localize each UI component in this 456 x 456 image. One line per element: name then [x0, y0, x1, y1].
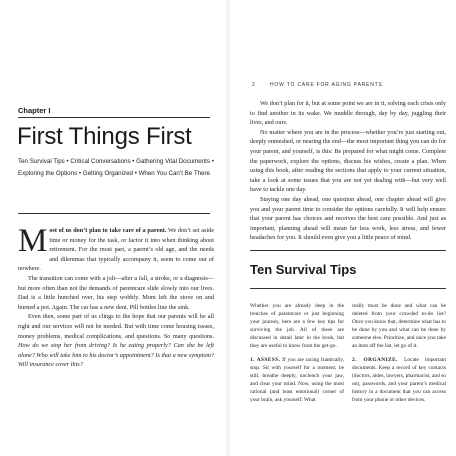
tip-1-lead: 1. ASSESS. — [250, 356, 281, 363]
opening-lead: ost of us don’t plan to take care of a parent. — [49, 227, 167, 234]
right-body-text — [250, 99, 446, 243]
right-page — [230, 0, 456, 456]
body-paragraph-3-questions: How do we stop her from driving? Is he eating properly? Can she be left alone? Who will take him to his doctor’s appointment? Is that a new symptom? Will insurance cover this? — [18, 342, 214, 369]
right-paragraph-3: Staying one day ahead, one question ahead, one chapter ahead will give you and your parent time to consider the options carefully. It will help ensure that your parent has choices and receives the best care possible. And just as important, planning ahead will mean far less work, less stress, and fewer headaches for you. It should even give you a little peace of mind. — [250, 195, 446, 242]
body-paragraph-2: The transition can come with a jolt—after a fall, a stroke, or a diagnosis—but more often than not the demands of parentcare slide slowly into our lives. Dad is a little hunched over, his step wobbly. Mom left the stove on and burned a pot. Again. The car has a new dent. Pill bottles line the sink. — [18, 274, 214, 311]
tip-2 — [352, 356, 446, 405]
page-number: 2 — [252, 82, 256, 88]
right-paragraph-2: No matter where you are in the process—whether you’re just starting out, deeply enmeshed, or nearing the end—the most important thing you can do for your parent, and yourself, is this: Be prepared for what might come. Complete the paperwork, explore the options, discuss his wishes, create a plan. When using this book, after reading the sections that apply to your current situation, take a look at some issues that you are not yet dealing with—but very well have to tackle one day. — [250, 128, 446, 194]
running-head-title: HOW TO CARE FOR AGING PARENTS — [270, 82, 383, 88]
chapter-label: Chapter I — [18, 106, 51, 115]
left-page — [0, 0, 226, 456]
tip-1 — [250, 356, 344, 405]
tip-1-continued: really must be done and what can be deleted from your crowded to-do list? Once you know that, determine what has to be done by you and what can be done by someone else. Prioritize, and once you take an item off the list, let go of it. — [352, 303, 446, 350]
tip-2-lead: 2. ORGANIZE. — [352, 356, 398, 363]
chapter-topics: Ten Survival Tips • Critical Conversations • Gathering Vital Documents • Exploring the Options • Getting Organized • When You Can’t Be There — [18, 158, 214, 177]
running-head — [252, 82, 438, 88]
tips-column-left — [250, 302, 344, 404]
opening-rest: We don’t set aside time or money for the task, or factor it into when thinking about retirement. For the most part, a parent’s old age, and the needs and dilemmas that typically accompany it, seem to come out of nowhere. — [18, 227, 215, 273]
body-paragraph-3-text: Even then, some part of us clings to the hope that our parents will be all right and our services will not be needed. But with time come housing issues, money problems, medical complications, and questions. So many questions. — [18, 313, 214, 340]
body-paragraph-3 — [18, 312, 214, 370]
tips-intro: Whether you are already deep in the trenches of parentcare or just beginning your journey, here are a few key tips for surviving the job. All of these are discussed in detail later in the book, but they are useful to know from the get-go. — [250, 303, 344, 350]
tip-2-text: Locate important documents. Keep a record of key contacts (doctors, aides, lawyers, pharmacist, and so on), passwords, and your parent’s medical history in a document that you can access from your phone or other devices. — [352, 356, 446, 404]
left-body-text — [18, 223, 215, 370]
chapter-top-rule — [18, 117, 210, 118]
drop-cap: M — [18, 223, 48, 259]
chapter-bottom-rule — [18, 213, 210, 214]
section-bottom-rule — [250, 288, 446, 289]
tips-column-right — [352, 302, 446, 404]
opening-paragraph — [18, 223, 215, 274]
right-paragraph-1: We don’t plan for it, but at some point we are in it, solving each crisis only to find another in its wake. We muddle through, day by day, juggling their lives, and ours. — [250, 100, 446, 127]
section-top-rule — [250, 250, 446, 251]
tip-1-text: If you are racing frantically, stop. Sit with yourself for a moment, be still, breathe deeply, unclench your jaw, and clear your mind. Now, using the most rational (and least emotional) corner of your brain, ask yourself: What — [250, 356, 344, 404]
chapter-title: First Things First — [17, 123, 192, 150]
section-title: Ten Survival Tips — [250, 262, 357, 277]
